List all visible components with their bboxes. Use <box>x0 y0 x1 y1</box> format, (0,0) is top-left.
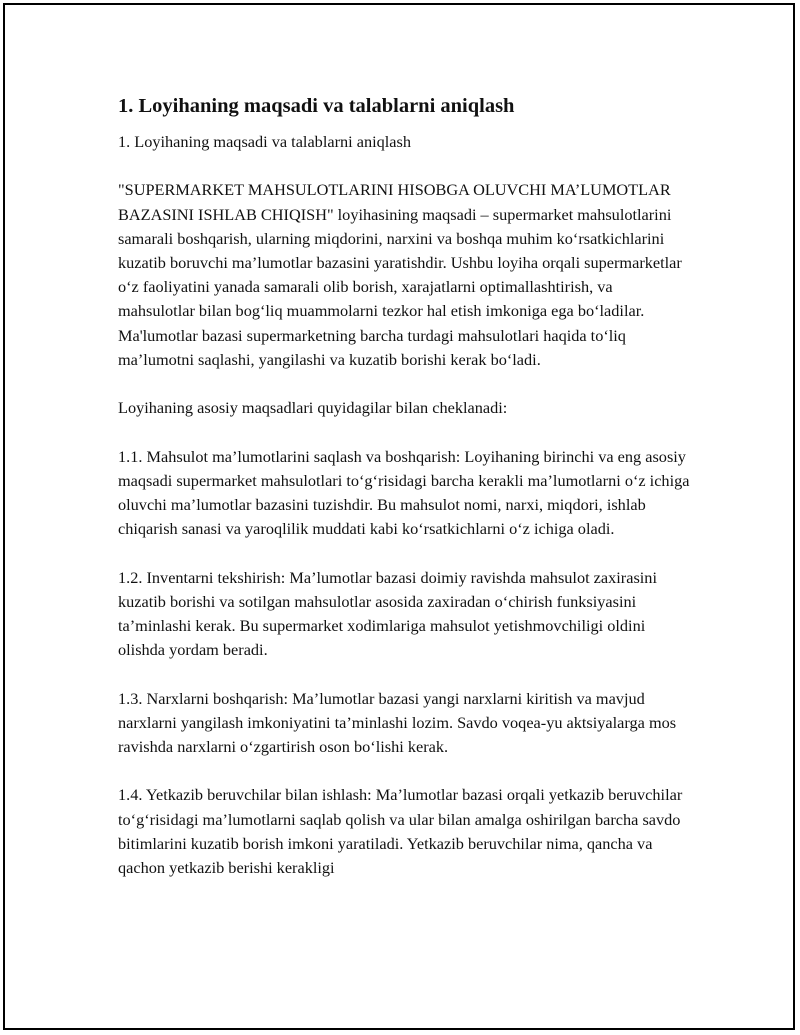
document-body <box>118 94 693 904</box>
paragraph-goal-1-4: 1.4. Yetkazib beruvchilar bilan ishlash: Ma’lumotlar bazasi orqali yetkazib beruvchilar to‘g‘risidagi ma’lumotlarni saqlab qolish va ular bilan amalga oshirilgan barcha savdo bitimlarini kuzatib borish imkoni yaratiladi. Yetkazib beruvchilar nima, qancha va qachon yetkazib berishi kerakligi <box>118 785 683 877</box>
paragraph-intro: "SUPERMARKET MAHSULOTLARINI HISOBGA OLUVCHI MA’LUMOTLAR BAZASINI ISHLAB CHIQISH" loyihasining maqsadi – supermarket mahsulotlarini samarali boshqarish, ularning miqdorini, narxini va boshqa muhim ko‘rsatkichlarini kuzatib boruvchi ma’lumotlar bazasini yaratishdir. Ushbu loyiha orqali supermarketlar o‘z faoliyatini yanada samarali olib borish, xarajatlarni optimallashtirish, va mahsulotlar bilan bog‘liq muammolarni tezkor hal etish imkoniga ega bo‘ladilar. Ma'lumotlar bazasi supermarketning barcha turdagi mahsulotlari haqida to‘liq ma’lumotni saqlashi, yangilashi va kuzatib borishi kerak bo‘ladi. <box>118 180 682 369</box>
paragraph-goal-1-3: 1.3. Narxlarni boshqarish: Ma’lumotlar bazasi yangi narxlarni kiritish va mavjud narxlarni yangilash imkoniyatini ta’minlashi lozim. Savdo voqea-yu aktsiyalarga mos ravishda narxlarni o‘zgartirish oson bo‘lishi kerak. <box>118 688 677 756</box>
document-subtitle: 1. Loyihaning maqsadi va talablarni aniqlash <box>118 132 411 151</box>
document-heading: 1. Loyihaning maqsadi va talablarni aniqlash <box>118 95 515 117</box>
paragraph-goals-lead: Loyihaning asosiy maqsadlari quyidagilar bilan cheklanadi: <box>118 398 508 418</box>
paragraph-goal-1-1: 1.1. Mahsulot ma’lumotlarini saqlash va boshqarish: Loyihaning birinchi va eng asosiy maqsadi supermarket mahsulotlari to‘g‘risidagi barcha kerakli ma’lumotlarni o‘z ichiga oluvchi ma’lumotlar bazasini tuzishdir. Bu mahsulot nomi, narxi, miqdori, ishlab chiqarish sanasi va yaroqlilik muddati kabi ko‘rsatkichlarni o‘z ichiga oladi. <box>118 446 690 539</box>
paragraph-goal-1-2: 1.2. Inventarni tekshirish: Ma’lumotlar bazasi doimiy ravishda mahsulot zaxirasini kuzatib borishi va sotilgan mahsulotlar asosida zaxiradan o‘chirish funksiyasini ta’minlashi kerak. Bu supermarket xodimlariga mahsulot yetishmovchiligi oldini olishda yordam beradi. <box>118 567 657 660</box>
